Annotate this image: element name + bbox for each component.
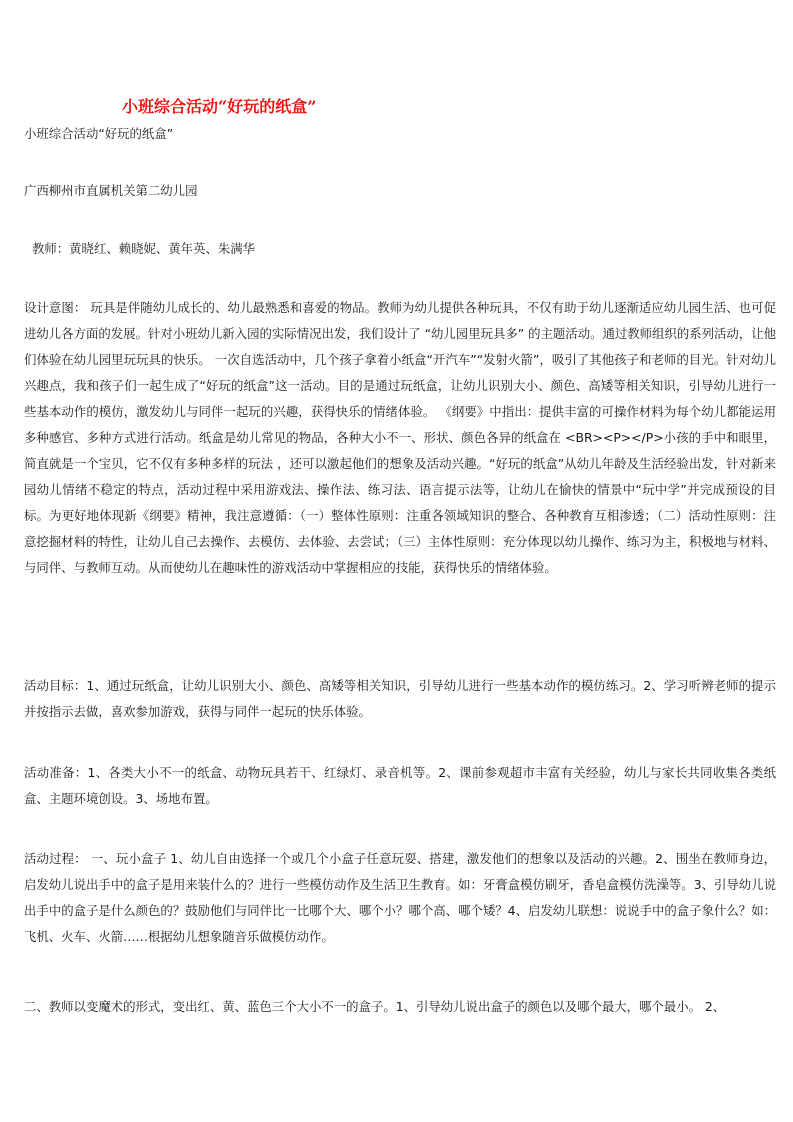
teachers-line: 教师：黄晓红、赖晓妮、黄年英、朱满华: [32, 241, 256, 256]
document-title: 小班综合活动“好玩的纸盒”: [122, 97, 317, 116]
organization-line: 广西柳州市直属机关第二幼儿园: [24, 183, 198, 198]
second-step-paragraph: 二、教师以变魔术的形式，变出红、黄、蓝色三个大小不一的盒子。1、引导幼儿说出盒子的颜色以及哪个最大，哪个最小。 2、: [24, 999, 726, 1014]
activity-preparation-paragraph: 活动准备：1、各类大小不一的纸盒、动物玩具若干、红绿灯、录音机等。2、课前参观超市丰富有关经验，幼儿与家长共同收集各类纸盒、主题环境创设。3、场地布置。: [24, 765, 776, 806]
activity-process-paragraph: 活动过程： 一、玩小盒子 1、幼儿自由选择一个或几个小盒子任意玩耍、搭建，激发他们的想象以及活动的兴趣。2、围坐在教师身边，启发幼儿说出手中的盒子是用来装什么的？进行一些模仿动作及生活卫生教育。如：牙膏盒模仿刷牙，香皂盒模仿洗澡等。3、引导幼儿说出手中的盒子是什么颜色的？鼓励他们与同伴比一比哪个大、哪个小？哪个高、哪个矮？4、启发幼儿联想：说说手中的盒子象什么？如：飞机、火车、火箭……根据幼儿想象随音乐做模仿动作。: [24, 851, 776, 944]
document-subtitle: 小班综合活动“好玩的纸盒”: [24, 126, 174, 141]
activity-goal-paragraph: 活动目标：1、通过玩纸盒，让幼儿识别大小、颜色、高矮等相关知识，引导幼儿进行一些基本动作的模仿练习。2、学习听辨老师的提示并按指示去做，喜欢参加游戏，获得与同伴一起玩的快乐体验。: [24, 678, 776, 719]
design-intent-paragraph: 设计意图： 玩具是伴随幼儿成长的、幼儿最熟悉和喜爱的物品。教师为幼儿提供各种玩具，不仅有助于幼儿逐渐适应幼儿园生活、也可促进幼儿各方面的发展。针对小班幼儿新入园的实际情况出发，我们设计了 “幼儿园里玩具多” 的主题活动。通过教师组织的系列活动，让他们体验在幼儿园里玩玩具的快乐。 一次自选活动中，几个孩子拿着小纸盒“开汽车”“发射火箭”，吸引了其他孩子和老师的目光。针对幼儿兴趣点，我和孩子们一起生成了“好玩的纸盒”这一活动。目的是通过玩纸盒，让幼儿识别大小、颜色、高矮等相关知识，引导幼儿进行一些基本动作的模仿，激发幼儿与同伴一起玩的兴趣，获得快乐的情绪体验。 《纲要》中指出：提供丰富的可操作材料为每个幼儿都能运用多种感官、多种方式进行活动。纸盒是幼儿常见的物品，各种大小不一、形状、颜色各异的纸盒在 <BR><P></P>小孩的手中和眼里，简直就是一个宝贝，它不仅有多种多样的玩法 ，还可以激起他们的想象及活动兴趣。“好玩的纸盒”从幼儿年龄及生活经验出发，针对新来园幼儿情绪不稳定的特点，活动过程中采用游戏法、操作法、练习法、语言提示法等，让幼儿在愉快的情景中“玩中学”并完成预设的目标。为更好地体现新《纲要》精神，我注意遵循：（一）整体性原则：注重各领域知识的整合、各种教育互相渗透；（二）活动性原则：注意挖掘材料的特性，让幼儿自己去操作、去模仿、去体验、去尝试；（三）主体性原则：充分体现以幼儿操作、练习为主，积极地与材料、与同伴、与教师互动。从而使幼儿在趣味性的游戏活动中掌握相应的技能，获得快乐的情绪体验。: [24, 300, 776, 575]
